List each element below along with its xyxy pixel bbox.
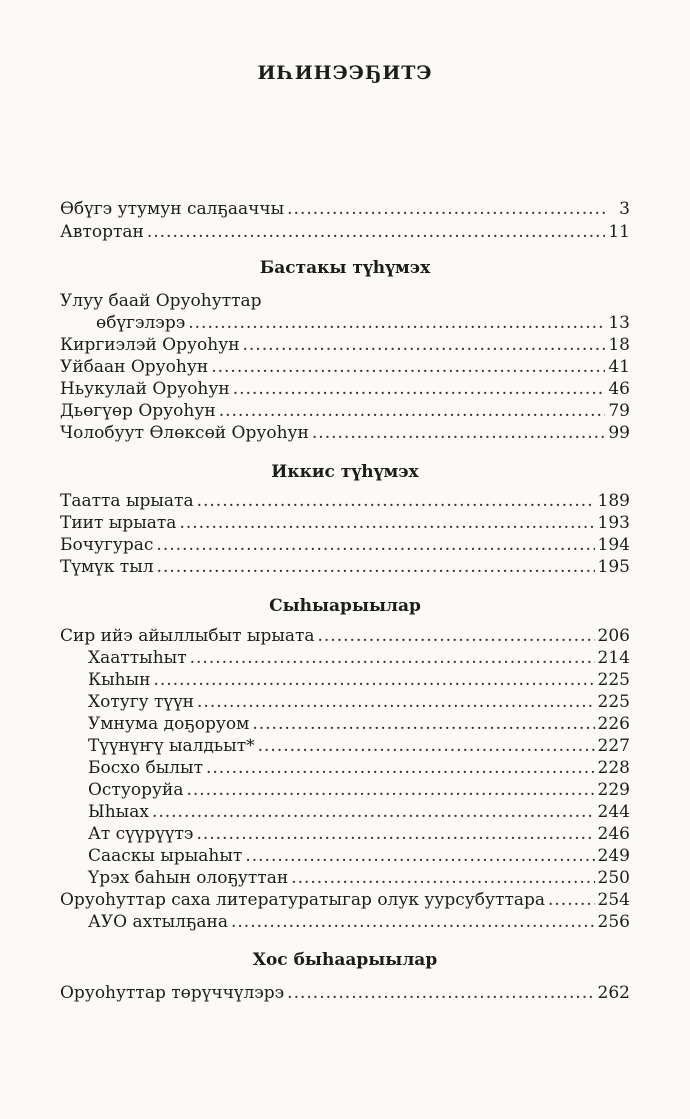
entry-page: 13 [608, 313, 630, 333]
entry-title: Чолобуут Өлөксөй Оруоһун [60, 423, 309, 443]
toc-entry[interactable] [60, 556, 630, 578]
toc-entry[interactable] [60, 422, 630, 444]
entry-title: Түүнүҥү ыалдьыт* [88, 736, 255, 756]
toc-entry[interactable] [88, 779, 630, 801]
entry-title: Хааттыһыт [88, 648, 187, 668]
dot-leader [233, 378, 606, 400]
entry-title: Остуоруйа [88, 780, 184, 800]
toc-entry[interactable] [88, 801, 630, 823]
toc-entry[interactable] [60, 512, 630, 534]
toc-entry[interactable] [88, 867, 630, 889]
entry-page: 11 [608, 222, 630, 242]
dot-leader [219, 400, 606, 422]
toc-entry[interactable] [88, 911, 630, 933]
toc-entry[interactable] [60, 356, 630, 378]
section-heading: Иккис түһүмэх [271, 462, 419, 482]
toc-entry[interactable] [60, 198, 630, 220]
entry-title: Таатта ырыата [60, 491, 194, 511]
toc-entry[interactable] [60, 221, 630, 243]
toc-entry[interactable] [60, 334, 630, 356]
entry-title: Оруоһуттар төрүччүлэрэ [60, 983, 285, 1003]
dot-leader [190, 647, 595, 669]
entry-title: Автортан [60, 222, 144, 242]
dot-leader [548, 889, 595, 911]
entry-page: 99 [608, 423, 630, 443]
toc-entry[interactable] [60, 889, 630, 911]
toc-entry[interactable] [96, 312, 630, 334]
entry-title-continued: өбүгэлэрэ [96, 313, 186, 333]
dot-leader [312, 422, 605, 444]
entry-title: Оруоһуттар саха литературатыгар олук уурсубуттара [60, 890, 545, 910]
toc-entry[interactable] [88, 669, 630, 691]
dot-leader [157, 556, 595, 578]
entry-page: 256 [597, 912, 630, 932]
entry-page: 189 [597, 491, 630, 511]
entry-page: 225 [597, 692, 630, 712]
toc-entry[interactable] [88, 713, 630, 735]
entry-page: 228 [597, 758, 630, 778]
toc-entry[interactable] [60, 625, 630, 647]
section-heading: Хос быһаарыылар [252, 950, 438, 970]
entry-title: Түмүк тыл [60, 557, 154, 577]
toc-entry[interactable] [60, 534, 630, 556]
entry-title: Уйбаан Оруоһун [60, 357, 209, 377]
entry-title: Умнума доҕоруом [88, 714, 250, 734]
toc-entry[interactable] [88, 757, 630, 779]
dot-leader [211, 356, 605, 378]
dot-leader [154, 669, 595, 691]
dot-leader [196, 823, 594, 845]
toc-entry[interactable] [60, 378, 630, 400]
entry-page: 244 [597, 802, 630, 822]
dot-leader [179, 512, 594, 534]
toc-entry[interactable] [60, 490, 630, 512]
dot-leader [258, 735, 595, 757]
entry-page: 229 [597, 780, 630, 800]
entry-title: Өбүгэ утумун салҕааччы [60, 199, 285, 219]
entry-title: Тиит ырыата [60, 513, 177, 533]
entry-page: 3 [619, 199, 630, 219]
entry-title: Босхо былыт [88, 758, 203, 778]
toc-entry[interactable] [60, 400, 630, 422]
dot-leader [243, 334, 606, 356]
entry-title: Хотугу түүн [88, 692, 195, 712]
entry-title: Дьөгүөр Оруоһун [60, 401, 216, 421]
dot-leader [231, 911, 595, 933]
dot-leader [318, 625, 595, 647]
entry-page: 46 [608, 379, 630, 399]
dot-leader [291, 867, 594, 889]
dot-leader [152, 801, 595, 823]
toc-entry[interactable] [88, 735, 630, 757]
dot-leader [197, 691, 595, 713]
dot-leader [147, 221, 606, 243]
entry-title: Ыһыах [88, 802, 149, 822]
entry-page: 79 [608, 401, 630, 421]
entry-page: 41 [608, 357, 630, 377]
entry-page: 254 [597, 890, 630, 910]
entry-title: Кыһын [88, 670, 151, 690]
dot-leader [245, 845, 594, 867]
entry-page: 18 [608, 335, 630, 355]
entry-title: Бочугурас [60, 535, 154, 555]
section-heading: Сыһыарыылар [269, 596, 421, 616]
toc-entry[interactable] [60, 982, 630, 1004]
entry-title: Сир ийэ айыллыбыт ырыата [60, 626, 315, 646]
entry-title: АУО ахтылҕана [88, 912, 228, 932]
section-heading: Бастакы түһүмэх [259, 258, 431, 278]
toc-entry[interactable] [88, 823, 630, 845]
entry-title: Ньукулай Оруоһун [60, 379, 230, 399]
entry-page: 193 [597, 513, 630, 533]
page-title: ИҺИНЭЭҔИТЭ [257, 62, 433, 84]
entry-title: Ат сүүрүүтэ [88, 824, 194, 844]
entry-page: 194 [597, 535, 630, 555]
dot-leader [188, 312, 605, 334]
entry-page: 249 [597, 846, 630, 866]
dot-leader [206, 757, 595, 779]
entry-title[interactable]: Улуу баай Оруоһуттар [60, 291, 262, 311]
entry-page: 206 [597, 626, 630, 646]
dot-leader [156, 534, 594, 556]
entry-title: Үрэх баһын олоҕуттан [88, 868, 289, 888]
entry-title: Сааскы ырыаһыт [88, 846, 243, 866]
dot-leader [197, 490, 595, 512]
dot-leader [252, 713, 594, 735]
entry-title: Киргиэлэй Оруоһун [60, 335, 240, 355]
entry-page: 246 [597, 824, 630, 844]
entry-page: 225 [597, 670, 630, 690]
entry-page: 214 [597, 648, 630, 668]
entry-page: 262 [597, 983, 630, 1003]
toc-entry[interactable] [88, 647, 630, 669]
dot-leader [287, 982, 594, 1004]
dot-leader [287, 198, 609, 220]
entry-page: 195 [597, 557, 630, 577]
entry-page: 250 [597, 868, 630, 888]
dot-leader [186, 779, 594, 801]
entry-page: 226 [597, 714, 630, 734]
toc-entry[interactable] [88, 845, 630, 867]
entry-page: 227 [597, 736, 630, 756]
toc-entry[interactable] [88, 691, 630, 713]
